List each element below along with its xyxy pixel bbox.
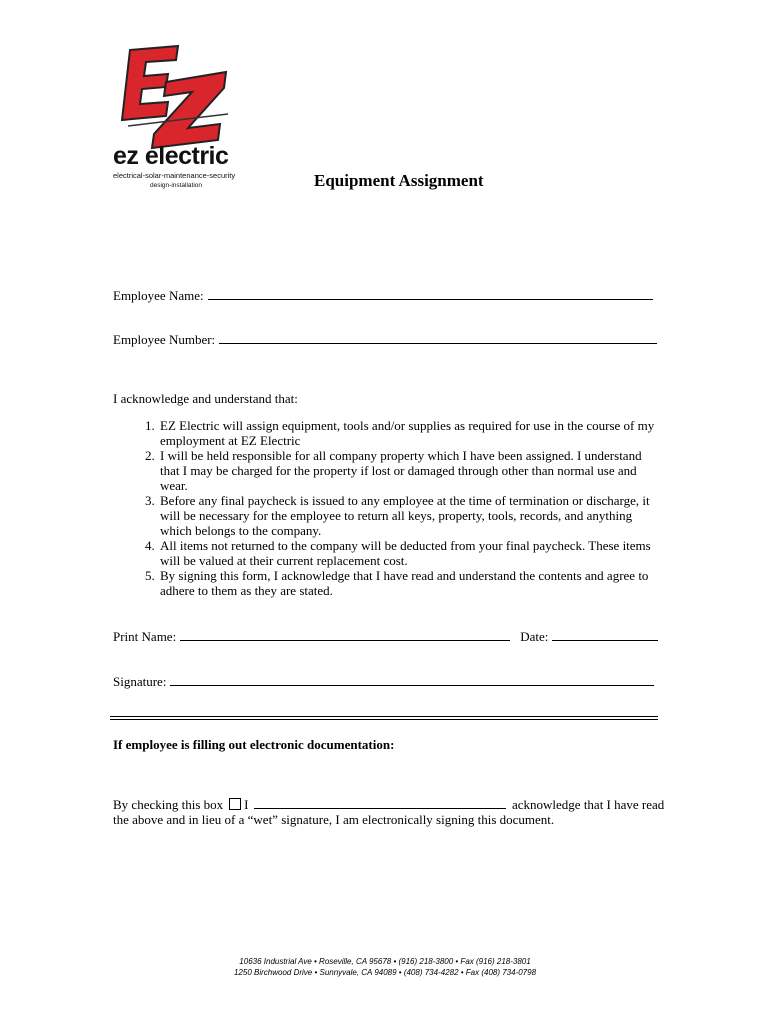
footer-address-sunnyvale: 1250 Birchwood Drive • Sunnyvale, CA 94089 • (408) 734-4282 • Fax (408) 734-0798 <box>233 968 537 977</box>
esig-checkbox[interactable] <box>229 798 241 810</box>
print-name-label: Print Name: <box>113 629 177 644</box>
esig-i-label: I <box>244 797 249 812</box>
date-field[interactable] <box>552 628 658 641</box>
employee-number-field[interactable] <box>219 331 657 344</box>
print-name-field[interactable] <box>180 628 510 641</box>
esig-prefix: By checking this box <box>113 797 224 812</box>
print-name-row <box>113 628 658 645</box>
footer-address-roseville: 10636 Industrial Ave • Roseville, CA 95678 • (916) 218-3800 • Fax (916) 218-3801 <box>239 957 531 966</box>
divider <box>110 716 658 717</box>
employee-name-field[interactable] <box>208 287 653 300</box>
signature-label: Signature: <box>113 674 167 689</box>
signature-row <box>113 673 654 690</box>
employee-number-row <box>113 331 657 348</box>
term-item: 5. By signing this form, I acknowledge that I have read and understand the contents and agree to adhere to them as they are stated. <box>158 568 658 598</box>
page-title: Equipment Assignment <box>314 171 484 190</box>
term-item: 4. All items not returned to the company will be deducted from your final paycheck. These items will be valued at their current replacement cost. <box>158 538 658 568</box>
logo-wordmark: ez electric <box>113 142 229 170</box>
logo-tagline-secondary: design-installation <box>150 182 203 189</box>
electronic-heading: If employee is filling out electronic documentation: <box>113 737 395 752</box>
divider <box>110 719 658 720</box>
signature-field[interactable] <box>170 673 654 686</box>
esig-suffix: acknowledge that I have read <box>511 797 665 812</box>
terms-list <box>128 418 658 598</box>
term-item: 1. EZ Electric will assign equipment, tools and/or supplies as required for use in the course of my employment at EZ Electric <box>158 418 658 448</box>
acknowledge-intro: I acknowledge and understand that: <box>113 391 298 406</box>
employee-name-row <box>113 287 653 304</box>
employee-number-label: Employee Number: <box>113 332 216 347</box>
date-label: Date: <box>520 629 549 644</box>
logo-tagline: electrical-solar-maintenance-security <box>113 171 236 180</box>
employee-name-label: Employee Name: <box>113 288 204 303</box>
esig-line2: the above and in lieu of a “wet” signature, I am electronically signing this document. <box>113 812 555 827</box>
term-item: 3. Before any final paycheck is issued to any employee at the time of termination or discharge, it will be necessary for the employee to return all keys, property, tools, records, and anything which belongs to the company. <box>158 493 658 538</box>
term-item: 2. I will be held responsible for all company property which I have been assigned. I understand that I may be charged for the property if lost or damaged through other than normal use and wear. <box>158 448 658 493</box>
electronic-signature-statement <box>113 796 673 827</box>
esig-name-field[interactable] <box>254 796 506 809</box>
